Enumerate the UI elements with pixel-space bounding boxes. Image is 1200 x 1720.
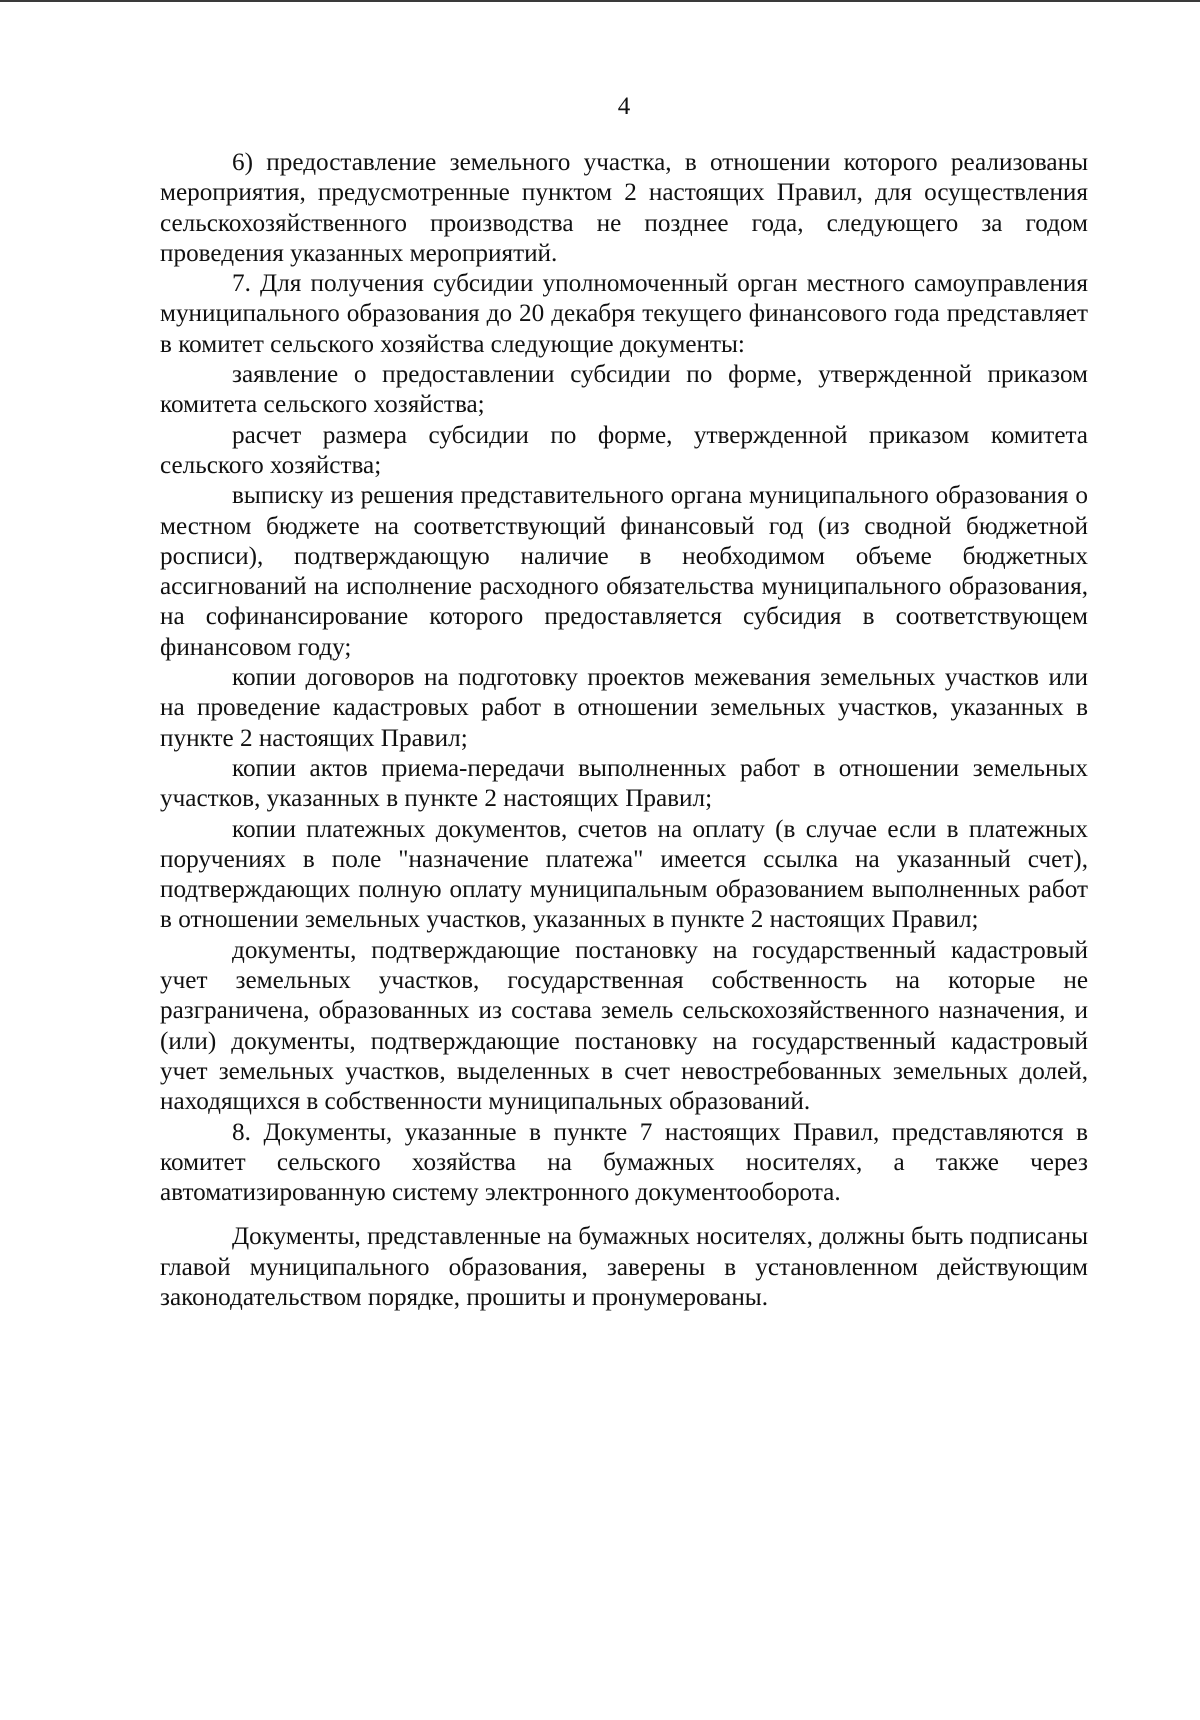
paragraph-acceptance-acts: копии актов приема-передачи выполненных работ в отношении земельных участков, указанных в пункте 2 настоящих Правил; <box>160 754 1088 813</box>
paragraph-budget-extract: выписку из решения представительного органа муниципального образования о местном бюджете на соответствующий финансовый год (из сводной бюджетной росписи), подтверждающую наличие в необходимом объеме бюджетных ассигнований на исполнение расходного обязательства муниципального образования, на софинансирование которого предоставляется субсидия в соответствующем финансовом году; <box>160 482 1088 661</box>
paragraph-paper-documents: Документы, представленные на бумажных носителях, должны быть подписаны главой муниципального образования, заверены в установленном действующим законодательством порядке, прошиты и пронумерованы. <box>160 1223 1088 1311</box>
document-body <box>160 148 1088 1313</box>
page-number: 4 <box>617 93 631 120</box>
paragraph-payment-documents: копии платежных документов, счетов на оплату (в случае если в платежных поручениях в поле "назначение платежа" имеется ссылка на указанный счет), подтверждающих полную оплату муниципальным образованием выполненных работ в отношении земельных участков, указанных в пункте 2 настоящих Правил; <box>160 815 1088 934</box>
scan-edge <box>0 0 1200 2</box>
paragraph-contract-copies: копии договоров на подготовку проектов межевания земельных участков или на проведение кадастровых работ в отношении земельных участков, указанных в пункте 2 настоящих Правил; <box>160 664 1088 752</box>
paragraph-application: заявление о предоставлении субсидии по форме, утвержденной приказом комитета сельского хозяйства; <box>160 361 1088 419</box>
paragraph-clause-8: 8. Документы, указанные в пункте 7 настоящих Правил, представляются в комитет сельского хозяйства на бумажных носителях, а также через автоматизированную систему электронного документооборота. <box>160 1118 1088 1207</box>
paragraph-item-6: 6) предоставление земельного участка, в отношении которого реализованы мероприятия, предусмотренные пунктом 2 настоящих Правил, для осуществления сельскохозяйственного производства не позднее года, следующего за годом проведения указанных мероприятий. <box>160 149 1088 267</box>
paragraph-cadastral-documents: документы, подтверждающие постановку на государственный кадастровый учет земельных участков, государственная собственность на которые не разграничена, образованных из состава земель сельскохозяйственного назначения, и (или) документы, подтверждающие постановку на государственный кадастровый учет земельных участков, выделенных в счет невостребованных земельных долей, находящихся в собственности муниципальных образований. <box>160 936 1088 1116</box>
paragraph-subsidy-calculation: расчет размера субсидии по форме, утвержденной приказом комитета сельского хозяйства; <box>160 421 1088 479</box>
paragraph-clause-7: 7. Для получения субсидии уполномоченный орган местного самоуправления муниципального образования до 20 декабря текущего финансового года представляет в комитет сельского хозяйства следующие документы: <box>160 270 1088 358</box>
